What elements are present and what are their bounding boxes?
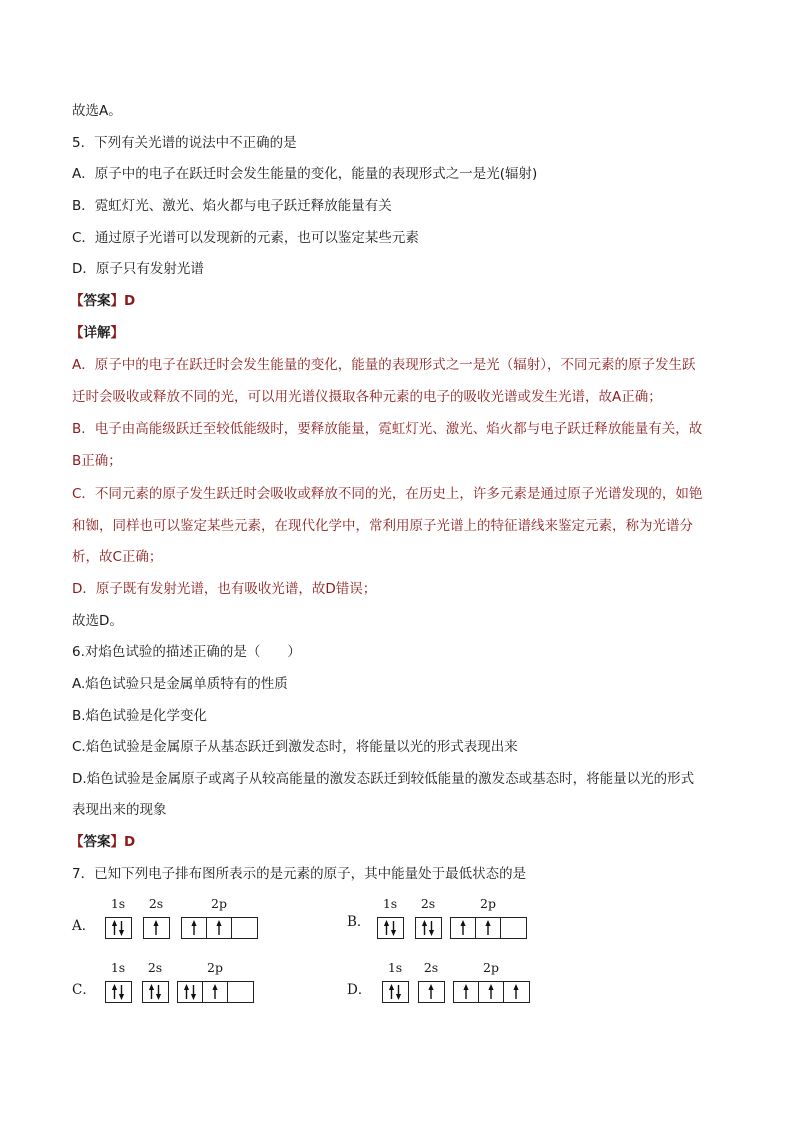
electron-arrows bbox=[451, 918, 475, 938]
spin-up-arrow bbox=[149, 984, 154, 999]
orbital-cell bbox=[378, 918, 403, 938]
orbital-label-2s: 2s bbox=[147, 960, 163, 975]
question-6-option-b: B.焰色试验是化学变化 bbox=[72, 708, 208, 724]
electron-arrows bbox=[378, 918, 402, 938]
electron-arrows bbox=[144, 918, 168, 938]
electron-arrows bbox=[203, 982, 227, 1002]
electron-arrows bbox=[476, 918, 500, 938]
electron-arrows bbox=[228, 982, 252, 1002]
orbital-cell bbox=[207, 918, 232, 938]
orbital-label-1s: 1s bbox=[387, 960, 403, 975]
spin-down-arrow bbox=[191, 985, 196, 1000]
spin-up-arrow bbox=[191, 920, 196, 935]
orbital-box-2p bbox=[453, 981, 530, 1003]
electron-arrows bbox=[143, 982, 167, 1002]
explanation-c-line-1: C．不同元素的原子发生跃迁时会吸收或释放不同的光，在历史上，许多元素是通过原子光谱发现的，如铯 bbox=[72, 486, 703, 502]
explanation-b-line-2: B正确； bbox=[72, 453, 122, 469]
orbital-diagram-d bbox=[347, 960, 547, 1020]
orbital-cell bbox=[228, 982, 253, 1002]
orbital-cell bbox=[106, 918, 131, 938]
orbital-label-1s: 1s bbox=[110, 960, 126, 975]
spin-up-arrow bbox=[422, 920, 427, 935]
electron-arrows bbox=[416, 918, 440, 938]
option-letter: C． bbox=[72, 982, 96, 998]
conclusion-text: 故选A。 bbox=[72, 103, 122, 119]
orbital-box-2s bbox=[418, 981, 445, 1003]
spin-up-arrow bbox=[212, 984, 217, 999]
orbital-cell bbox=[144, 918, 169, 938]
orbital-label-2p: 2p bbox=[211, 896, 227, 911]
question-6-option-a: A.焰色试验只是金属单质特有的性质 bbox=[72, 676, 288, 692]
orbital-cell bbox=[383, 982, 408, 1002]
orbital-cell bbox=[454, 982, 479, 1002]
spin-down-arrow bbox=[119, 921, 124, 936]
electron-arrows bbox=[178, 982, 202, 1002]
orbital-label-2p: 2p bbox=[480, 896, 496, 911]
orbital-box-2s bbox=[143, 917, 170, 939]
orbital-cell bbox=[451, 918, 476, 938]
orbital-label-2s: 2s bbox=[148, 896, 164, 911]
spin-up-arrow bbox=[488, 984, 493, 999]
spin-up-arrow bbox=[485, 920, 490, 935]
electron-arrows bbox=[106, 982, 130, 1002]
orbital-label-2s: 2s bbox=[420, 896, 436, 911]
question-5-explanation-heading: 【详解】 bbox=[70, 325, 124, 341]
question-5-option-b: B．霓虹灯光、激光、焰火都与电子跃迁释放能量有关 bbox=[72, 198, 392, 214]
spin-up-arrow bbox=[153, 920, 158, 935]
question-5-option-a: A．原子中的电子在跃迁时会发生能量的变化，能量的表现形式之一是光(辐射) bbox=[72, 166, 538, 182]
question-5-answer: 【答案】D bbox=[70, 293, 136, 309]
orbital-label-2p: 2p bbox=[207, 960, 223, 975]
spin-down-arrow bbox=[391, 921, 396, 936]
spin-up-arrow bbox=[112, 984, 117, 999]
question-6-option-c: C.焰色试验是金属原子从基态跃迁到激发态时，将能量以光的形式表现出来 bbox=[72, 739, 518, 755]
option-letter: B． bbox=[347, 914, 371, 930]
orbital-label-2s: 2s bbox=[423, 960, 439, 975]
orbital-diagram-b bbox=[347, 896, 547, 956]
spin-down-arrow bbox=[119, 985, 124, 1000]
electron-arrows bbox=[383, 982, 407, 1002]
orbital-box-2p bbox=[450, 917, 527, 939]
question-5-option-d: D．原子只有发射光谱 bbox=[72, 261, 204, 277]
orbital-box-1s bbox=[382, 981, 409, 1003]
orbital-label-1s: 1s bbox=[110, 896, 126, 911]
question-6-option-d-line-2: 表现出来的现象 bbox=[72, 802, 167, 818]
spin-down-arrow bbox=[156, 985, 161, 1000]
orbital-cell bbox=[416, 918, 441, 938]
spin-up-arrow bbox=[463, 984, 468, 999]
electron-arrows bbox=[106, 918, 130, 938]
orbital-box-2s bbox=[142, 981, 169, 1003]
orbital-cell bbox=[501, 918, 526, 938]
orbital-box-2s bbox=[415, 917, 442, 939]
option-letter: A． bbox=[72, 918, 96, 934]
spin-down-arrow bbox=[429, 921, 434, 936]
orbital-box-2p bbox=[181, 917, 258, 939]
orbital-cell bbox=[106, 982, 131, 1002]
spin-up-arrow bbox=[389, 984, 394, 999]
explanation-d-line: D．原子既有发射光谱，也有吸收光谱，故D错误； bbox=[72, 581, 377, 597]
electron-arrows bbox=[504, 982, 528, 1002]
conclusion-text: 故选D。 bbox=[72, 613, 123, 629]
question-5-stem: 5．下列有关光谱的说法中不正确的是 bbox=[72, 135, 297, 151]
electron-arrows bbox=[207, 918, 231, 938]
orbital-cell bbox=[143, 982, 168, 1002]
spin-up-arrow bbox=[216, 920, 221, 935]
orbital-label-2p: 2p bbox=[483, 960, 499, 975]
orbital-box-2p bbox=[177, 981, 254, 1003]
electron-arrows bbox=[501, 918, 525, 938]
orbital-cell bbox=[178, 982, 203, 1002]
spin-up-arrow bbox=[513, 984, 518, 999]
spin-up-arrow bbox=[184, 984, 189, 999]
explanation-c-line-3: 析，故C正确； bbox=[72, 549, 163, 565]
explanation-b-line-1: B．电子由高能级跃迁至较低能级时，要释放能量，霓虹灯光、激光、焰火都与电子跃迁释放能量有关，故 bbox=[72, 421, 703, 437]
electron-arrows bbox=[182, 918, 206, 938]
orbital-cell bbox=[182, 918, 207, 938]
spin-up-arrow bbox=[112, 920, 117, 935]
electron-arrows bbox=[479, 982, 503, 1002]
electron-arrows bbox=[419, 982, 443, 1002]
question-6-answer: 【答案】D bbox=[70, 834, 136, 850]
electron-arrows bbox=[232, 918, 256, 938]
question-5-option-c: C．通过原子光谱可以发现新的元素，也可以鉴定某些元素 bbox=[72, 230, 419, 246]
orbital-label-1s: 1s bbox=[382, 896, 398, 911]
spin-down-arrow bbox=[396, 985, 401, 1000]
orbital-diagram-c bbox=[72, 960, 272, 1020]
orbital-cell bbox=[419, 982, 444, 1002]
orbital-box-1s bbox=[105, 917, 132, 939]
question-6-stem: 6.对焰色试验的描述正确的是（ ） bbox=[72, 644, 301, 660]
orbital-box-1s bbox=[377, 917, 404, 939]
orbital-cell bbox=[476, 918, 501, 938]
orbital-box-1s bbox=[105, 981, 132, 1003]
option-letter: D． bbox=[347, 982, 372, 998]
spin-up-arrow bbox=[460, 920, 465, 935]
question-6-option-d-line-1: D.焰色试验是金属原子或离子从较高能量的激发态跃迁到较低能量的激发态或基态时，将能量以光的形式 bbox=[72, 771, 695, 787]
spin-up-arrow bbox=[384, 920, 389, 935]
question-7-stem: 7．已知下列电子排布图所表示的是元素的原子，其中能量处于最低状态的是 bbox=[72, 866, 527, 882]
orbital-cell bbox=[504, 982, 529, 1002]
orbital-cell bbox=[203, 982, 228, 1002]
explanation-a-line-2: 迁时会吸收或释放不同的光，可以用光谱仪摄取各种元素的电子的吸收光谱或发生光谱，故A正确； bbox=[72, 389, 662, 405]
explanation-c-line-2: 和铷，同样也可以鉴定某些元素，在现代化学中，常利用原子光谱上的特征谱线来鉴定元素，称为光谱分 bbox=[72, 518, 693, 534]
orbital-cell bbox=[232, 918, 257, 938]
orbital-cell bbox=[479, 982, 504, 1002]
explanation-a-line-1: A．原子中的电子在跃迁时会发生能量的变化，能量的表现形式之一是光（辐射），不同元素的原子发生跃 bbox=[72, 357, 696, 373]
spin-up-arrow bbox=[428, 984, 433, 999]
orbital-diagram-a bbox=[72, 896, 272, 956]
electron-arrows bbox=[454, 982, 478, 1002]
